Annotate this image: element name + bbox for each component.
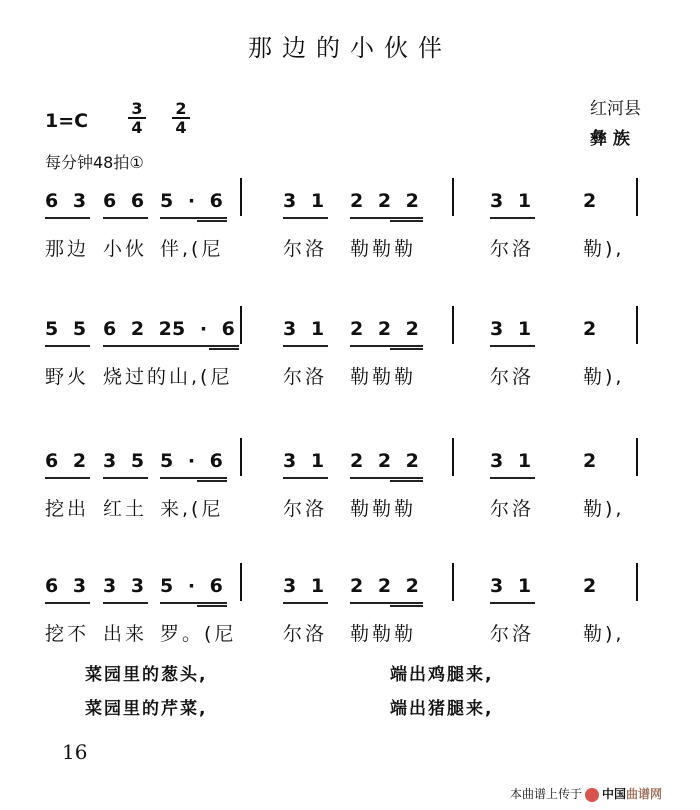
lyric: 尔洛 <box>283 238 328 260</box>
verse-line: 端出鸡腿来, <box>390 665 494 685</box>
note-group: 2 2 2 <box>350 190 423 219</box>
note-group: 5 5 <box>45 318 90 347</box>
bar-line <box>240 178 242 216</box>
denominator: 4 <box>175 118 187 137</box>
lyric: 勒勒勒 <box>350 366 417 388</box>
lyric: 勒勒勒 <box>350 623 417 645</box>
lyric: 尔洛 <box>490 366 535 388</box>
origin-ethnicity: 彝 族 <box>590 129 630 149</box>
note-group: 5 · 6 <box>160 450 227 479</box>
bar-line <box>636 563 638 601</box>
note-group: 6 2 <box>45 450 90 479</box>
note-group: 5 · 6 <box>160 190 227 219</box>
note-group: 3 1 <box>490 575 535 604</box>
lyric: 勒), <box>583 238 625 260</box>
note-group: 2 <box>583 190 597 212</box>
verse-line: 菜园里的芹菜, <box>85 699 208 719</box>
lyric: 出来 <box>103 623 148 645</box>
note-group: 2 <box>583 450 597 472</box>
origin-region: 红河县 <box>590 99 641 119</box>
lyric: 挖出 <box>45 498 90 520</box>
page-number: 16 <box>62 740 88 764</box>
lyric: 小伙 <box>103 238 148 260</box>
lyric: 尔洛 <box>283 366 328 388</box>
brand-logo-icon <box>585 788 599 802</box>
watermark-brand: 曲谱网 <box>626 787 663 801</box>
bar-line <box>240 563 242 601</box>
lyric: 勒), <box>583 366 625 388</box>
time-signature <box>128 100 146 136</box>
key-signature: 1=C <box>45 110 89 132</box>
lyric: 勒), <box>583 623 625 645</box>
note-group: 3 1 <box>283 318 328 347</box>
note-group: 2 2 2 <box>350 450 423 479</box>
note-group: 5 · 6 <box>160 575 227 604</box>
bar-line <box>452 178 454 216</box>
note-group: 3 3 <box>103 575 148 604</box>
bar-line <box>452 563 454 601</box>
lyric: 尔洛 <box>490 623 535 645</box>
note-group: 3 1 <box>283 575 328 604</box>
time-signature <box>172 100 190 136</box>
lyric: 罗。(尼 <box>160 623 237 645</box>
verse-line: 端出猪腿来, <box>390 699 494 719</box>
note-group: 2 <box>583 575 597 597</box>
note-group: 3 1 <box>490 450 535 479</box>
verse-line: 菜园里的葱头, <box>85 665 208 685</box>
lyric: 伴,(尼 <box>160 238 224 260</box>
lyric: 来,(尼 <box>160 498 224 520</box>
bar-line <box>240 438 242 476</box>
watermark-brand: 中国 <box>602 787 627 801</box>
note-group: 6 3 <box>45 190 90 219</box>
lyric: 勒勒勒 <box>350 498 417 520</box>
lyric: 那边 <box>45 238 90 260</box>
bar-line <box>452 438 454 476</box>
song-title: 那边的小伙伴 <box>248 34 452 62</box>
note-group: 6 3 <box>45 575 90 604</box>
note-group: 3 5 <box>103 450 148 479</box>
lyric: 勒), <box>583 498 625 520</box>
numerator: 3 <box>128 100 146 119</box>
note-group: 3 1 <box>490 318 535 347</box>
watermark-text: 本曲谱上传于 <box>510 787 583 801</box>
denominator: 4 <box>131 118 143 137</box>
bar-line <box>636 178 638 216</box>
tempo-marking: 每分钟48拍① <box>45 153 144 172</box>
note-group: 2 2 2 <box>350 318 423 347</box>
lyric: 红土 <box>103 498 148 520</box>
lyric: 尔洛 <box>490 238 535 260</box>
lyric: 尔洛 <box>490 498 535 520</box>
bar-line <box>636 306 638 344</box>
note-group: 5 · 6 <box>172 318 239 347</box>
note-group: 2 2 2 <box>350 575 423 604</box>
note-group: 6 6 <box>103 190 148 219</box>
numerator: 2 <box>172 100 190 119</box>
lyric: 尔洛 <box>283 498 328 520</box>
bar-line <box>636 438 638 476</box>
lyric: 尔洛 <box>283 623 328 645</box>
note-group: 3 1 <box>490 190 535 219</box>
bar-line <box>452 306 454 344</box>
lyric: 野火 <box>45 366 90 388</box>
note-group: 3 1 <box>283 190 328 219</box>
watermark <box>510 785 662 802</box>
note-group: 2 <box>583 318 597 340</box>
lyric: 挖不 <box>45 623 90 645</box>
note-group: 3 1 <box>283 450 328 479</box>
bar-line <box>240 306 242 344</box>
lyric: 烧过的山,(尼 <box>103 366 233 388</box>
note-group: 6 2 2 <box>103 318 176 347</box>
lyric: 勒勒勒 <box>350 238 417 260</box>
